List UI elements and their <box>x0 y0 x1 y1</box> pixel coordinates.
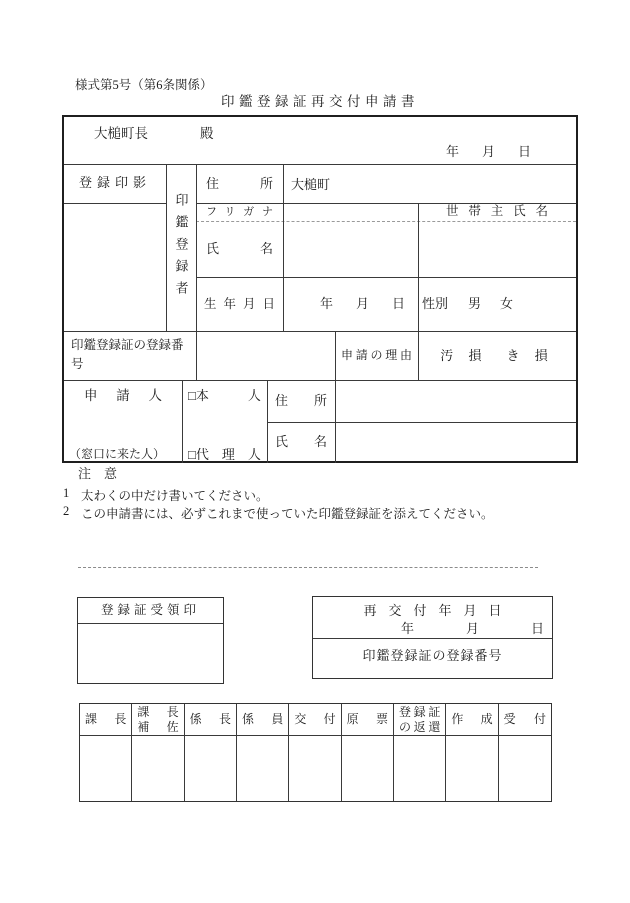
addressee-label: 大槌町長 <box>94 126 148 141</box>
receipt-stamp-area <box>78 624 223 683</box>
note-number: 1 <box>63 486 70 500</box>
approval-stamp-table <box>79 703 552 802</box>
reissue-date-line: 年 月 日 <box>400 621 544 636</box>
form-number: 様式第5号（第6条関係） <box>75 78 213 92</box>
approval-header-label: 受付 <box>503 712 546 727</box>
birthdate-value: 年 月 日 <box>319 296 410 311</box>
approval-header-cell <box>289 704 341 736</box>
address-value: 大槌町 <box>291 177 331 192</box>
approval-header-cell <box>499 704 551 736</box>
approval-header-label: 作成 <box>451 712 493 727</box>
registrant-vertical-label: 印鑑登録者 <box>173 192 189 303</box>
approval-stamp-cell <box>289 736 341 801</box>
note-text: この申請書には、必ずこれまで使っていた印鑑登録証を添えてください。 <box>81 507 494 521</box>
sex-options: 男 女 <box>468 296 517 311</box>
approval-header-label: 交付 <box>294 712 336 727</box>
approval-header-label: 原票 <box>346 712 388 727</box>
approval-header-cell <box>237 704 289 736</box>
reason-options: 汚 損 き 損 <box>440 348 554 363</box>
page-title: 印鑑登録証再交付申請書 <box>221 94 419 109</box>
applicant-name-label: 氏名 <box>275 434 327 449</box>
reissue-box-top-section <box>313 597 552 639</box>
receipt-box-title: 登録証受領印 <box>78 598 223 624</box>
seal-impression-area <box>64 204 166 331</box>
principal-option-label: 本 人 <box>195 388 261 403</box>
approval-stamp-cell <box>185 736 237 801</box>
agent-option <box>188 447 261 463</box>
cert-number-field <box>196 332 335 379</box>
householder-label: 世帯主氏名 <box>446 204 548 218</box>
furigana-label: フリガナ <box>206 206 273 218</box>
header-date-line: 年 月 日 <box>445 144 536 159</box>
reissue-date-box <box>312 596 553 679</box>
notes-heading: 注 意 <box>78 466 118 481</box>
approval-header-label: 課長 <box>85 712 127 727</box>
main-form-table <box>62 115 578 463</box>
approval-header-cell <box>446 704 498 736</box>
name-field <box>283 222 418 277</box>
approval-stamp-cell <box>132 736 184 801</box>
note-text: 太わくの中だけ書いてください。 <box>81 489 269 503</box>
approval-stamp-cell <box>342 736 394 801</box>
name-label: 氏名 <box>206 241 273 256</box>
approval-header-label: 課長 補佐 <box>137 705 191 734</box>
cert-number-label: 印鑑登録証の登録番号 <box>71 338 184 371</box>
approval-header-cell <box>80 704 132 736</box>
receipt-seal-box <box>77 597 224 684</box>
approval-stamp-cell <box>499 736 551 801</box>
reason-label: 申請の理由 <box>341 348 412 362</box>
approval-stamp-cell <box>394 736 446 801</box>
address-label: 住所 <box>206 176 273 191</box>
agent-option-label: 代 理 人 <box>195 447 261 462</box>
sex-label: 性別 <box>422 296 449 311</box>
approval-header-label: 係員 <box>241 712 284 727</box>
approval-stamp-cell <box>237 736 289 801</box>
approval-header-cell <box>132 704 191 736</box>
approval-header-cell <box>394 704 453 736</box>
cut-separator-line <box>78 567 538 568</box>
applicant-note: （窓口に来た人） <box>69 447 166 461</box>
birthdate-label: 生年月日 <box>204 297 275 311</box>
grid-line <box>64 164 576 165</box>
principal-option <box>188 388 261 404</box>
agent-checkbox: □ <box>188 447 196 462</box>
approval-header-cell <box>185 704 237 736</box>
approval-header-cell <box>342 704 394 736</box>
householder-field <box>418 222 576 277</box>
reissue-date-title: 再交付年月日 <box>363 603 514 618</box>
principal-checkbox: □ <box>188 388 196 403</box>
approval-header-label: 係長 <box>189 712 231 727</box>
applicant-address-field <box>335 381 576 421</box>
honorific-label: 殿 <box>200 126 214 141</box>
note-number: 2 <box>63 504 70 518</box>
furigana-field <box>283 204 418 221</box>
approval-stamp-cell <box>80 736 132 801</box>
applicant-name-field <box>335 423 576 461</box>
applicant-address-label: 住所 <box>275 393 327 408</box>
applicant-label: 申請人 <box>84 388 162 403</box>
reissue-cert-number-label: 印鑑登録証の登録番号 <box>362 648 503 663</box>
approval-stamp-cell <box>446 736 498 801</box>
approval-header-label: 登録証 の返還 <box>398 705 453 734</box>
seal-impression-label: 登録印影 <box>78 175 151 190</box>
grid-line <box>182 380 183 463</box>
